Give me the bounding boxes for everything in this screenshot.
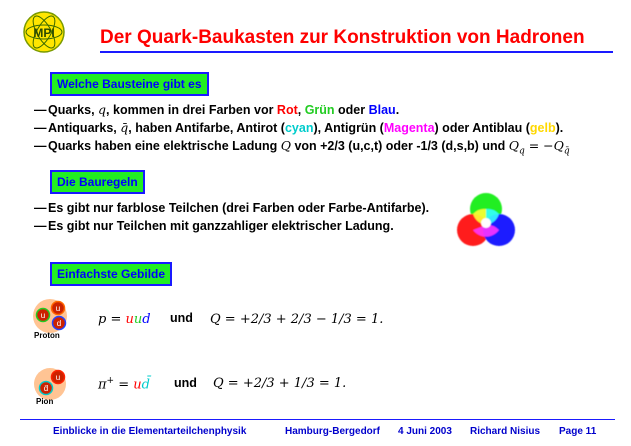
proton-quark-content (98, 312, 151, 327)
text-segment: ). (555, 121, 564, 135)
text-segment: von +2/3 (u,c,t) oder -1/3 (d,s,b) und (290, 139, 509, 153)
proton-charge-equation: Q = +2/3 + 2/3 − 1/3 = 1. (210, 312, 384, 327)
section-heading-regeln: Die Bauregeln (50, 170, 145, 194)
color-word-gruen: Grün (304, 103, 335, 117)
color-word-cyan: cyan (284, 121, 314, 135)
bullet-dash: — (34, 121, 47, 135)
bullet-ladung (34, 138, 570, 160)
text-segment: ) oder Antiblau ( (434, 121, 530, 135)
text-segment: , haben Antifarbe, Antirot ( (128, 121, 285, 135)
proton-icon (30, 296, 70, 336)
color-mixing-venn-icon (454, 190, 518, 250)
math-u-red: u (125, 312, 134, 327)
footer-divider (20, 419, 615, 420)
proton-quark-u2: u (40, 311, 46, 320)
bullet-dash: — (34, 201, 47, 215)
bullet-quarks (34, 102, 399, 118)
color-word-blau: Blau (368, 103, 396, 117)
math-Qq: Q (508, 138, 519, 153)
footer-date: 4 Juni 2003 (398, 426, 452, 437)
pion-label: Pion (36, 397, 54, 406)
pion-charge-equation: Q = +2/3 + 1/3 = 1. (213, 376, 347, 391)
math-equals-minus: = − (524, 138, 554, 153)
math-dbar-cyan: d̄ (141, 377, 150, 393)
text-segment: Quarks haben eine elektrische Ladung (48, 139, 281, 153)
bullet-ganzzahlig (34, 218, 394, 234)
math-u-red: u (133, 377, 142, 393)
title-divider (100, 51, 613, 53)
text-segment: ), Antigrün ( (313, 121, 384, 135)
text-segment: , kommen in drei Farben vor (106, 103, 277, 117)
footer-place: Hamburg-Bergedorf (285, 426, 381, 437)
footer-course: Einblicke in die Elementarteilchenphysik (53, 426, 247, 437)
proton-quark-u1: u (55, 304, 61, 313)
venn-white-center (481, 218, 491, 228)
pion-quark-dbar: d̄ (43, 384, 49, 393)
proton-und: und (170, 311, 193, 325)
proton-quark-d: d (56, 319, 62, 328)
math-Qqbar: Q (553, 138, 564, 153)
pion-quark-content (98, 376, 150, 392)
color-word-magenta: Magenta (383, 121, 435, 135)
math-qbar: q̄ (120, 120, 129, 135)
pion-und: und (174, 376, 197, 390)
text-segment: Antiquarks, (48, 121, 121, 135)
math-equals: = (114, 377, 134, 393)
text-segment: Es gibt nur Teilchen mit ganzzahliger elektrischer Ladung. (48, 219, 394, 233)
bullet-farblos (34, 200, 429, 216)
text-segment: . (395, 103, 400, 117)
bullet-dash: — (34, 219, 47, 233)
math-subscript-qbar: q̄ (563, 146, 570, 157)
bullet-dash: — (34, 139, 47, 153)
math-u-green: u (133, 312, 143, 327)
math-pi: π (98, 377, 107, 393)
math-d-blue: d (142, 312, 151, 327)
math-Q: Q (280, 138, 291, 153)
mpi-logo-icon (22, 10, 66, 54)
page-title: Der Quark-Baukasten zur Konstruktion von Hadronen (100, 27, 585, 48)
pion-quark-u: u (55, 373, 61, 382)
proton-label: Proton (34, 331, 60, 340)
math-subscript-q: q (518, 146, 525, 157)
logo-text: MPI (33, 26, 55, 40)
footer-page: Page 11 (559, 426, 597, 437)
math-q: q (98, 102, 107, 117)
color-word-gelb: gelb (529, 121, 556, 135)
bullet-antiquarks (34, 120, 563, 136)
text-segment: , (297, 103, 305, 117)
math-superscript-plus: + (106, 376, 115, 386)
footer-author: Richard Nisius (470, 426, 541, 437)
color-word-rot: Rot (276, 103, 298, 117)
math-equals: = (106, 312, 126, 327)
bullet-dash: — (34, 103, 47, 117)
math-p: p (98, 312, 107, 327)
text-segment: oder (334, 103, 369, 117)
section-heading-gebilde: Einfachste Gebilde (50, 262, 172, 286)
section-heading-bausteine: Welche Bausteine gibt es (50, 72, 209, 96)
text-segment: Quarks, (48, 103, 99, 117)
text-segment: Es gibt nur farblose Teilchen (drei Farben oder Farbe-Antifarbe). (48, 201, 430, 215)
